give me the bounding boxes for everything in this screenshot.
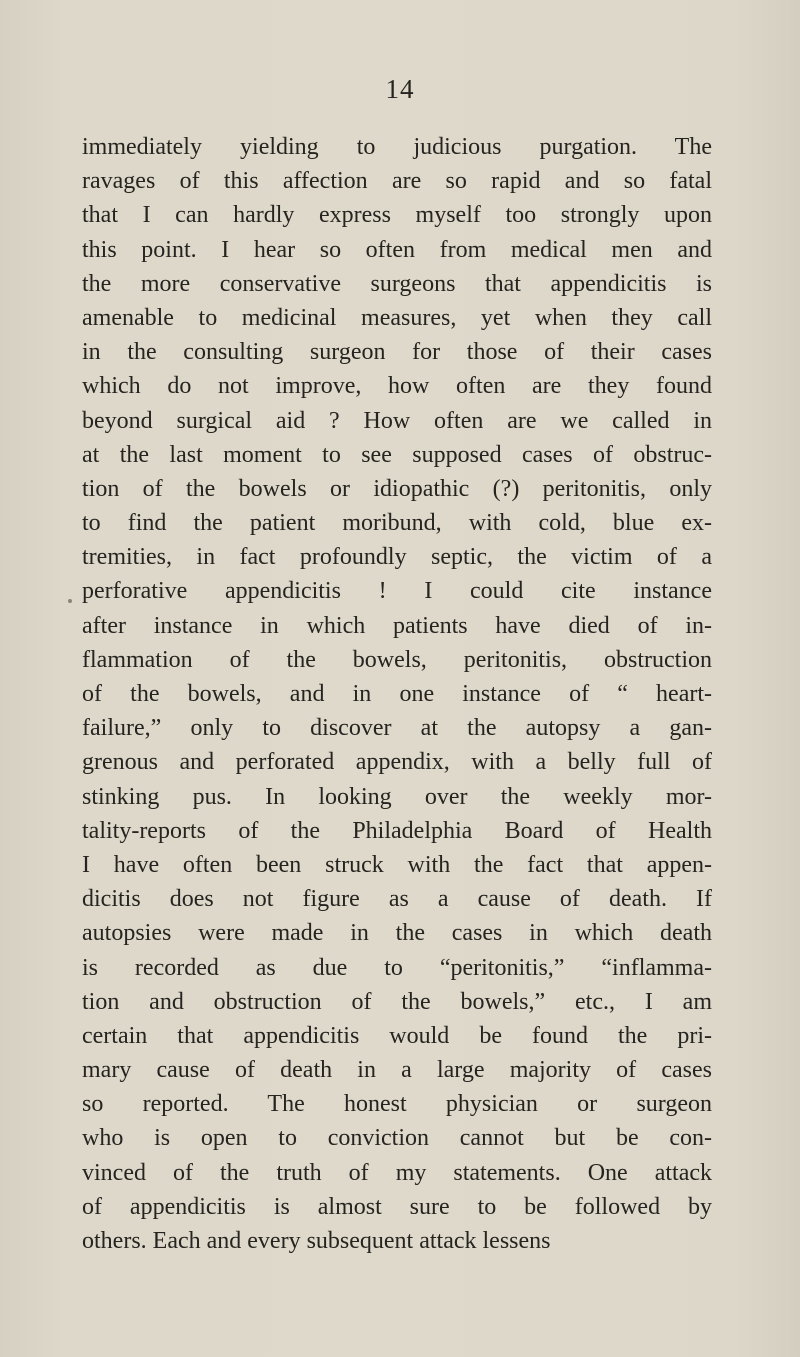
- text-line: that I can hardly express myself too strongly upon: [82, 202, 712, 229]
- text-line: at the last moment to see supposed cases of obstruc-: [82, 441, 712, 468]
- text-line: perforative appendicitis ! I could cite instance: [82, 578, 712, 605]
- text-line: tion and obstruction of the bowels,” etc., I am: [82, 988, 712, 1015]
- text-line: mary cause of death in a large majority of cases: [82, 1057, 712, 1084]
- text-line: flammation of the bowels, peritonitis, obstruction: [82, 646, 712, 673]
- text-line: immediately yielding to judicious purgation. The: [82, 134, 712, 160]
- text-line: in the consulting surgeon for those of their cases: [82, 339, 712, 366]
- text-line: dicitis does not figure as a cause of death. If: [82, 886, 712, 913]
- text-line: amenable to medicinal measures, yet when they call: [82, 304, 712, 331]
- text-line: certain that appendicitis would be found the pri-: [82, 1022, 712, 1049]
- text-line: failure,” only to discover at the autopsy a gan-: [82, 715, 712, 742]
- text-line: tality-reports of the Philadelphia Board of Health: [82, 817, 712, 844]
- text-line: the more conservative surgeons that appendicitis is: [82, 270, 712, 297]
- paper-speck-mark: [68, 599, 72, 603]
- text-line: who is open to conviction cannot but be con-: [82, 1125, 712, 1152]
- text-line: tion of the bowels or idiopathic (?) peritonitis, only: [82, 475, 712, 502]
- text-line: so reported. The honest physician or surgeon: [82, 1091, 712, 1118]
- text-line: stinking pus. In looking over the weekly mor-: [82, 783, 712, 810]
- text-line: is recorded as due to “peritonitis,” “inflamma-: [82, 954, 712, 981]
- text-line: I have often been struck with the fact that appen-: [82, 851, 712, 878]
- body-text: [82, 130, 712, 1258]
- text-line: grenous and perforated appendix, with a belly full of: [82, 749, 712, 776]
- text-line: ravages of this affection are so rapid and so fatal: [82, 168, 712, 195]
- text-line: which do not improve, how often are they found: [82, 373, 712, 400]
- text-line: vinced of the truth of my statements. One attack: [82, 1159, 712, 1186]
- text-line: of appendicitis is almost sure to be followed by: [82, 1193, 712, 1220]
- text-line: after instance in which patients have died of in-: [82, 612, 712, 639]
- text-line: tremities, in fact profoundly septic, the victim of a: [82, 544, 712, 571]
- text-line: autopsies were made in the cases in which death: [82, 920, 712, 947]
- text-line: beyond surgical aid ? How often are we called in: [82, 407, 712, 434]
- page-number: 14: [385, 74, 415, 104]
- text-line: others. Each and every subsequent attack lessens: [82, 1228, 551, 1254]
- text-line: to find the patient moribund, with cold, blue ex-: [82, 510, 712, 537]
- text-line: this point. I hear so often from medical men and: [82, 236, 712, 263]
- text-line: of the bowels, and in one instance of “ heart-: [82, 681, 712, 707]
